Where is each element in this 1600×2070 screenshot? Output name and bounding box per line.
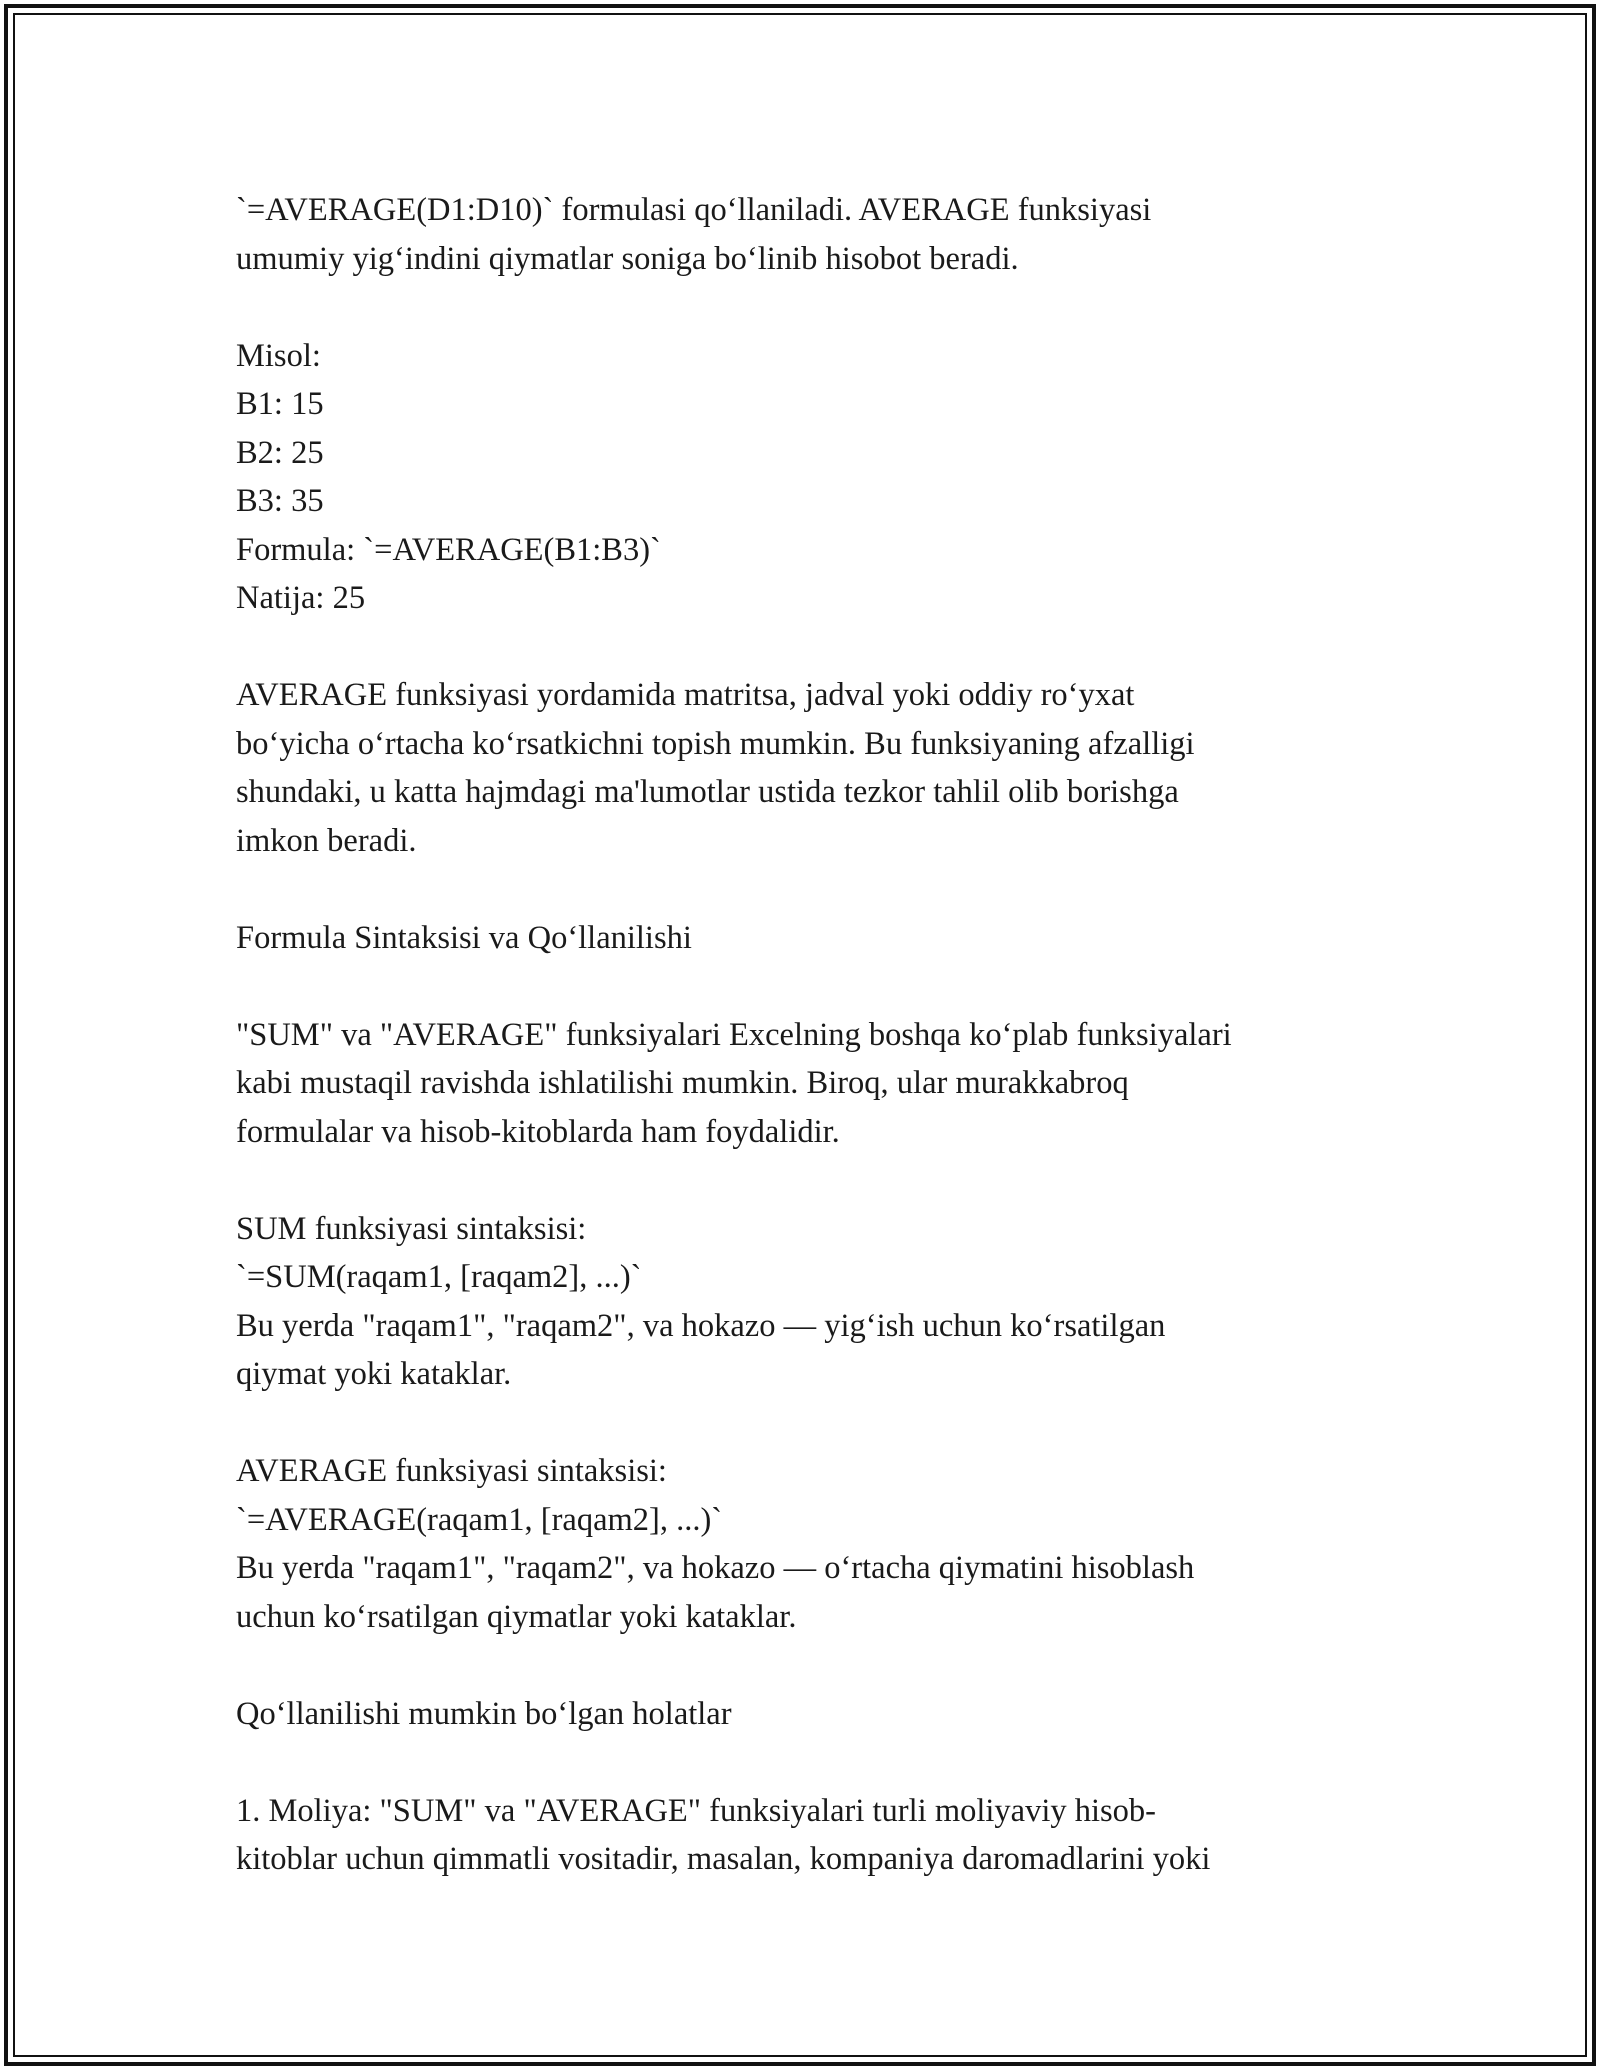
- text-line: `=AVERAGE(raqam1, [raqam2], ...)`: [236, 1501, 723, 1538]
- section-heading-syntax: [236, 914, 1416, 963]
- text-line: `=AVERAGE(D1:D10)` formulasi qo‘llaniladi. AVERAGE funksiyasi: [236, 192, 1152, 228]
- text-line: Formula Sintaksisi va Qo‘llanilishi: [236, 919, 692, 956]
- text-line: kabi mustaqil ravishda ishlatilishi mumkin. Biroq, ular murakkabroq: [236, 1065, 1129, 1101]
- paragraph-average-usage: [236, 671, 1416, 865]
- text-line: umumiy yig‘indini qiymatlar soniga bo‘linib hisobot beradi.: [236, 240, 1019, 277]
- text-line: B3: 35: [236, 483, 324, 519]
- text-line: "SUM" va "AVERAGE" funksiyalari Excelning boshqa ko‘plab funksiyalari: [236, 1016, 1232, 1053]
- paragraph-finance: [236, 1787, 1416, 1884]
- text-line: Bu yerda "raqam1", "raqam2", va hokazo — yig‘ish uchun ko‘rsatilgan: [236, 1307, 1166, 1344]
- text-line: SUM funksiyasi sintaksisi:: [236, 1210, 587, 1247]
- text-line: B1: 15: [236, 386, 324, 422]
- text-line: AVERAGE funksiyasi sintaksisi:: [236, 1453, 667, 1489]
- text-line: Formula: `=AVERAGE(B1:B3)`: [236, 531, 661, 568]
- text-line: 1. Moliya: "SUM" va "AVERAGE" funksiyalari turli moliyaviy hisob-: [236, 1792, 1156, 1829]
- text-line: Natija: 25: [236, 580, 366, 616]
- paragraph-average-syntax: [236, 1447, 1416, 1641]
- paragraph-sum-syntax: [236, 1205, 1416, 1399]
- text-line: shundaki, u katta hajmdagi ma'lumotlar ustida tezkor tahlil olib borishga: [236, 774, 1179, 810]
- text-line: Qo‘llanilishi mumkin bo‘lgan holatlar: [236, 1695, 732, 1732]
- paragraph-example: [236, 332, 1416, 623]
- text-line: uchun ko‘rsatilgan qiymatlar yoki kataklar.: [236, 1598, 797, 1635]
- paragraph-sum-average-intro: [236, 1011, 1416, 1157]
- text-line: Misol:: [236, 337, 321, 374]
- text-line: B2: 25: [236, 434, 324, 471]
- text-line: qiymat yoki kataklar.: [236, 1356, 512, 1392]
- paragraph-average-formula: [236, 186, 1416, 283]
- text-line: `=SUM(raqam1, [raqam2], ...)`: [236, 1259, 642, 1295]
- text-line: Bu yerda "raqam1", "raqam2", va hokazo — o‘rtacha qiymatini hisoblash: [236, 1550, 1195, 1586]
- text-line: imkon beradi.: [236, 822, 417, 859]
- document-body: [236, 186, 1416, 1932]
- text-line: formulalar va hisob-kitoblarda ham foydalidir.: [236, 1113, 840, 1150]
- text-line: AVERAGE funksiyasi yordamida matritsa, jadval yoki oddiy ro‘yxat: [236, 677, 1135, 713]
- text-line: kitoblar uchun qimmatli vositadir, masalan, kompaniya daromadlarini yoki: [236, 1841, 1211, 1877]
- text-line: bo‘yicha o‘rtacha ko‘rsatkichni topish mumkin. Bu funksiyaning afzalligi: [236, 725, 1195, 762]
- section-heading-use-cases: [236, 1690, 1416, 1739]
